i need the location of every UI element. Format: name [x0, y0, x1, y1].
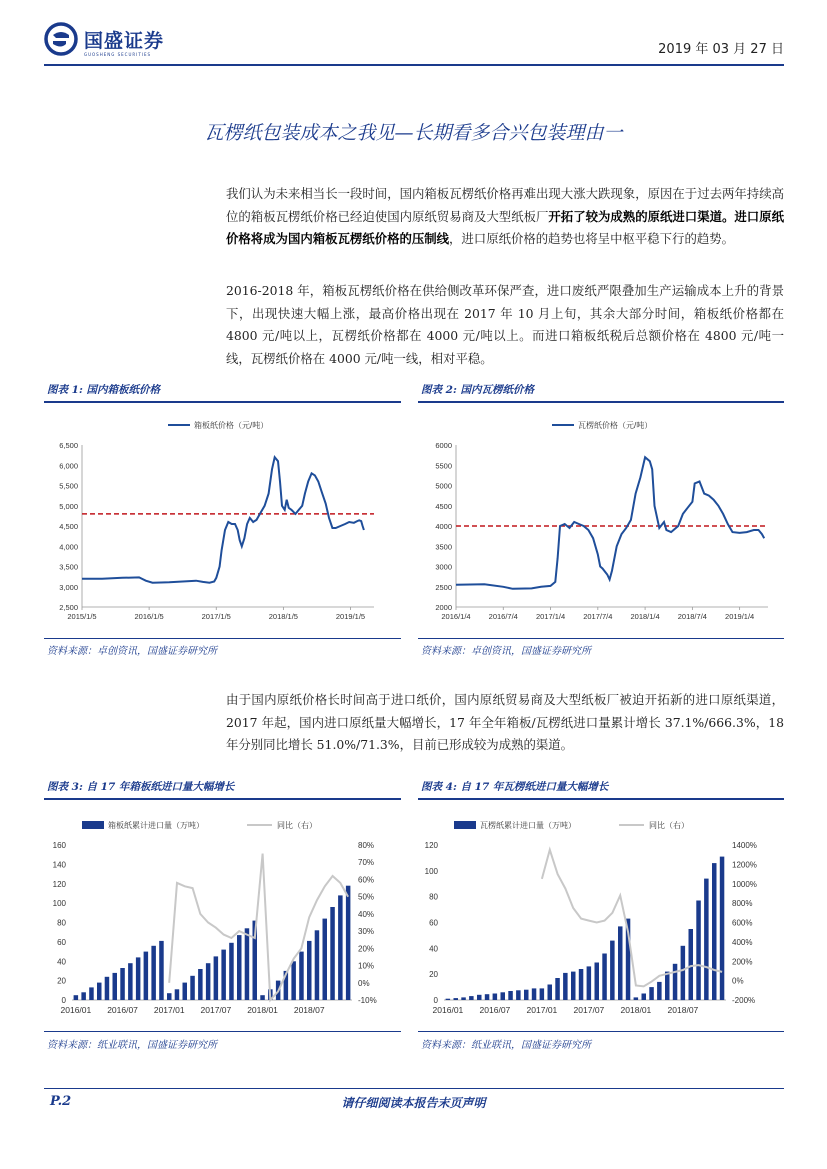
y-tick-label: 100: [424, 866, 438, 876]
x-tick-label: 2017/1/4: [535, 612, 566, 621]
x-tick-label: 2018/7/4: [677, 612, 707, 621]
bar: [454, 998, 459, 1000]
y-tick-label: 5,500: [59, 481, 78, 491]
y-right-tick-label: 1400%: [732, 841, 757, 850]
y-tick-label: 20: [429, 970, 438, 980]
y-tick-label: 3500: [435, 542, 452, 552]
y-right-tick-label: 70%: [358, 858, 375, 868]
bar: [618, 926, 623, 1000]
page-header: [44, 22, 784, 64]
bar: [477, 995, 482, 1000]
y-tick-label: 80: [429, 892, 438, 902]
x-tick-label: 2016/01: [432, 1005, 464, 1015]
bar: [245, 928, 250, 1000]
legend-line-label: 同比（右）: [277, 821, 317, 830]
figure-4-label: 图表 4: 自 17 年瓦楞纸进口量大幅增长: [421, 781, 609, 793]
y-right-tick-label: 60%: [358, 875, 375, 885]
figure-2-source: 资料来源：卓创资讯，国盛证券研究所: [421, 646, 591, 657]
yoy-line: [542, 850, 722, 987]
figure-3-rule: [44, 798, 401, 800]
x-tick-label: 2015/1/5: [67, 612, 97, 621]
bar: [634, 997, 639, 1000]
bar: [571, 972, 576, 1000]
bar: [307, 941, 312, 1000]
y-right-tick-label: 1200%: [732, 860, 757, 870]
page-title: 瓦楞纸包装成本之我见—长期看多合兴包装理由一: [204, 122, 623, 144]
y-tick-label: 3,000: [59, 582, 78, 592]
paragraph-1: [226, 183, 784, 251]
y-tick-label: 3000: [435, 562, 452, 572]
y-tick-label: 3,500: [59, 562, 78, 572]
bar: [681, 946, 686, 1000]
x-tick-label: 2016/07: [107, 1005, 138, 1015]
figure-1-rule: [44, 401, 401, 403]
bar: [493, 994, 498, 1001]
bar: [555, 978, 560, 1000]
footer-disclaimer: 请仔细阅读本报告末页声明: [341, 1096, 486, 1110]
y-right-tick-label: 10%: [358, 961, 375, 971]
y-tick-label: 20: [57, 976, 66, 986]
bar: [144, 952, 149, 1000]
figure-2-label: 图表 2: 国内瓦楞纸价格: [421, 384, 534, 396]
y-tick-label: 60: [57, 937, 66, 947]
y-tick-label: 2500: [435, 582, 452, 592]
bar: [136, 957, 141, 1000]
bar: [485, 994, 490, 1000]
bar: [501, 992, 506, 1000]
x-tick-label: 2018/1/5: [268, 612, 298, 621]
paragraph-1-bold: 开拓了较为成熟的原纸进口渠道。进口原纸价格将成为国内箱板瓦楞纸价格的压制线: [226, 208, 785, 246]
y-right-tick-label: 80%: [358, 841, 375, 850]
y-right-tick-label: 0%: [732, 976, 744, 986]
legend-bar-label: 箱板纸累计进口量（万吨）: [108, 821, 204, 830]
header-divider: [44, 64, 784, 66]
y-tick-label: 120: [52, 879, 66, 889]
y-right-tick-label: 400%: [732, 937, 753, 947]
legend-bar-swatch: [454, 821, 476, 829]
bar: [696, 901, 701, 1001]
y-right-tick-label: 30%: [358, 927, 375, 937]
y-tick-label: 4000: [435, 522, 452, 531]
x-tick-label: 2017/07: [200, 1005, 232, 1015]
bar: [113, 973, 118, 1000]
paragraph-3: 由于国内原纸价格长时间高于进口纸价，国内原纸贸易商及大型纸板厂被迫开拓新的进口原纸渠道，2017 年起，国内进口原纸量大幅增长，17 年全年箱板/瓦楞纸进口量累计增长 37.1%/666.3%，18 年分别同比增长 51.0%/71.3%，目前已形成较为成熟的渠道。: [226, 692, 784, 752]
y-tick-label: 6000: [435, 441, 452, 450]
y-right-tick-label: 600%: [732, 918, 753, 928]
x-tick-label: 2019/1/4: [725, 612, 755, 621]
x-tick-label: 2018/1/4: [630, 612, 660, 621]
y-right-tick-label: 20%: [358, 944, 375, 954]
y-tick-label: 40: [57, 957, 66, 967]
chart-corrugated-price: [418, 405, 786, 637]
bar: [74, 995, 79, 1000]
bar: [190, 976, 195, 1000]
bar: [720, 857, 725, 1000]
bar: [610, 941, 615, 1000]
bar: [346, 886, 351, 1000]
bar: [214, 956, 219, 1000]
bar: [649, 987, 654, 1000]
y-tick-label: 2000: [435, 603, 452, 612]
bar: [563, 973, 568, 1000]
y-tick-label: 2,500: [59, 603, 78, 612]
y-tick-label: 80: [57, 918, 66, 928]
paragraph-2: 2016-2018 年，箱板瓦楞纸价格在供给侧改革环保严查，进口废纸严限叠加生产运输成本上升的背景下，出现快速大幅上涨，最高价格出现在 2017 年 10 月上旬，其余大部分时间，箱板纸价格都在 4800 元/吨以上，瓦楞纸价格都在 4000 元/吨以上。而进口箱板纸税后总额价格在 4800 元/吨一线，瓦楞纸价格在 4000 元/吨一线，相对平稳。: [226, 283, 784, 366]
bar: [508, 991, 513, 1000]
logo-icon: [44, 22, 78, 56]
bar: [689, 929, 694, 1000]
x-tick-label: 2017/01: [526, 1005, 558, 1015]
figure-4-bottom-rule: [418, 1031, 784, 1032]
bar: [540, 988, 545, 1000]
y-tick-label: 0: [433, 996, 438, 1005]
x-tick-label: 2019/1/5: [335, 612, 366, 621]
y-right-tick-label: 40%: [358, 909, 375, 919]
figure-1-label: 图表 1: 国内箱板纸价格: [47, 384, 160, 396]
x-tick-label: 2016/07: [479, 1005, 511, 1015]
bar: [704, 879, 709, 1000]
x-tick-label: 2016/1/4: [441, 612, 471, 621]
company-logo: [44, 22, 164, 56]
y-tick-label: 120: [424, 841, 438, 850]
bar: [587, 966, 592, 1000]
bar: [642, 994, 647, 1001]
x-tick-label: 2018/07: [293, 1005, 325, 1015]
bar: [206, 963, 211, 1000]
paragraph-1-text-a: 我们认为未来相当长一段时间，国内箱板瓦楞纸价格再难出现大涨大跌现象，原因在于过去两年持续高位的箱板瓦楞纸价格已经迫使国内原纸贸易商及大型纸板厂: [226, 186, 784, 224]
chart-cardboard-price: [44, 405, 404, 637]
legend-bar-label: 瓦楞纸累计进口量（万吨）: [480, 821, 576, 830]
legend-label: 箱板纸价格（元/吨）: [194, 421, 269, 430]
bar: [665, 972, 670, 1000]
bar: [105, 977, 110, 1000]
bar: [579, 969, 584, 1000]
x-tick-label: 2017/01: [153, 1005, 185, 1015]
y-tick-label: 4500: [435, 501, 452, 511]
figure-3-label: 图表 3: 自 17 年箱板纸进口量大幅增长: [47, 781, 235, 793]
yoy-line: [169, 854, 348, 1000]
bar: [260, 995, 265, 1000]
y-tick-label: 100: [52, 899, 66, 909]
bar: [446, 999, 451, 1000]
chart-cardboard-imports: [44, 805, 404, 1027]
bar: [469, 996, 474, 1000]
y-tick-label: 5,000: [59, 501, 78, 511]
figure-4-rule: [418, 798, 784, 800]
figure-1-source: 资料来源：卓创资讯，国盛证券研究所: [47, 646, 217, 657]
page-number: P.2: [50, 1094, 72, 1109]
y-right-tick-label: 1000%: [732, 879, 757, 889]
bar: [673, 964, 678, 1000]
y-right-tick-label: 200%: [732, 957, 753, 967]
legend-line-label: 同比（右）: [649, 821, 689, 830]
bar: [315, 930, 320, 1000]
y-right-tick-label: -10%: [358, 996, 377, 1005]
bar: [151, 946, 156, 1000]
bar: [291, 961, 296, 1000]
bar: [175, 989, 180, 1000]
y-tick-label: 0: [61, 996, 66, 1005]
y-right-tick-label: 800%: [732, 899, 753, 909]
y-tick-label: 5500: [435, 461, 452, 471]
bar: [602, 954, 607, 1001]
y-tick-label: 140: [52, 860, 66, 870]
y-right-tick-label: 50%: [358, 892, 375, 902]
bar: [183, 983, 188, 1000]
logo-text: 国盛证券: [84, 29, 165, 52]
x-tick-label: 2016/1/5: [134, 612, 164, 621]
bar: [323, 919, 328, 1000]
x-tick-label: 2016/7/4: [488, 612, 518, 621]
y-tick-label: 5000: [435, 481, 452, 491]
chart-corrugated-imports: [418, 805, 786, 1027]
bar: [595, 963, 600, 1001]
footer-divider: [44, 1088, 784, 1089]
report-date: 2019 年 03 月 27 日: [658, 42, 784, 57]
y-right-tick-label: 0%: [358, 978, 370, 988]
bar: [524, 990, 529, 1000]
x-tick-label: 2017/1/5: [201, 612, 231, 621]
bar: [657, 982, 662, 1000]
bar: [712, 863, 717, 1000]
legend-label: 瓦楞纸价格（元/吨）: [578, 421, 653, 430]
bar: [167, 993, 172, 1000]
x-tick-label: 2017/7/4: [583, 612, 613, 621]
x-tick-label: 2018/01: [620, 1005, 652, 1015]
price-line: [82, 457, 364, 583]
bar: [89, 987, 94, 1000]
y-tick-label: 160: [52, 841, 66, 850]
paragraph-1-text-b: ，进口原纸价格的趋势也将呈中枢平稳下行的趋势。: [449, 231, 735, 246]
figure-2-rule: [418, 401, 784, 403]
bar: [299, 952, 304, 1000]
x-tick-label: 2018/07: [667, 1005, 699, 1015]
legend-bar-swatch: [82, 821, 104, 829]
y-tick-label: 6,500: [59, 441, 78, 450]
y-tick-label: 4,500: [59, 522, 78, 531]
y-tick-label: 60: [429, 918, 438, 928]
bar: [159, 941, 164, 1000]
x-tick-label: 2017/07: [573, 1005, 605, 1015]
x-tick-label: 2018/01: [247, 1005, 278, 1015]
bar: [229, 943, 234, 1000]
bar: [198, 969, 203, 1000]
x-tick-label: 2016/01: [60, 1005, 92, 1015]
y-right-tick-label: -200%: [732, 996, 756, 1005]
y-tick-label: 4,000: [59, 542, 78, 552]
bar: [97, 983, 102, 1000]
figure-4-source: 资料来源：纸业联讯，国盛证券研究所: [421, 1040, 591, 1051]
bar: [120, 968, 125, 1000]
bar: [128, 963, 133, 1000]
bar: [81, 992, 86, 1000]
price-line: [456, 457, 764, 589]
bar: [548, 985, 553, 1001]
figure-1-bottom-rule: [44, 638, 401, 639]
bar: [221, 950, 226, 1000]
y-tick-label: 40: [429, 944, 438, 954]
bar: [516, 990, 521, 1000]
bar: [330, 907, 335, 1000]
bar: [532, 988, 537, 1000]
figure-3-bottom-rule: [44, 1031, 401, 1032]
y-tick-label: 6,000: [59, 461, 78, 471]
figure-2-bottom-rule: [418, 638, 784, 639]
logo-subtext: GUOSHENG SECURITIES: [84, 52, 152, 57]
figure-3-source: 资料来源：纸业联讯，国盛证券研究所: [47, 1040, 217, 1051]
bar: [461, 997, 466, 1000]
bar: [338, 895, 343, 1000]
bar: [237, 935, 242, 1000]
